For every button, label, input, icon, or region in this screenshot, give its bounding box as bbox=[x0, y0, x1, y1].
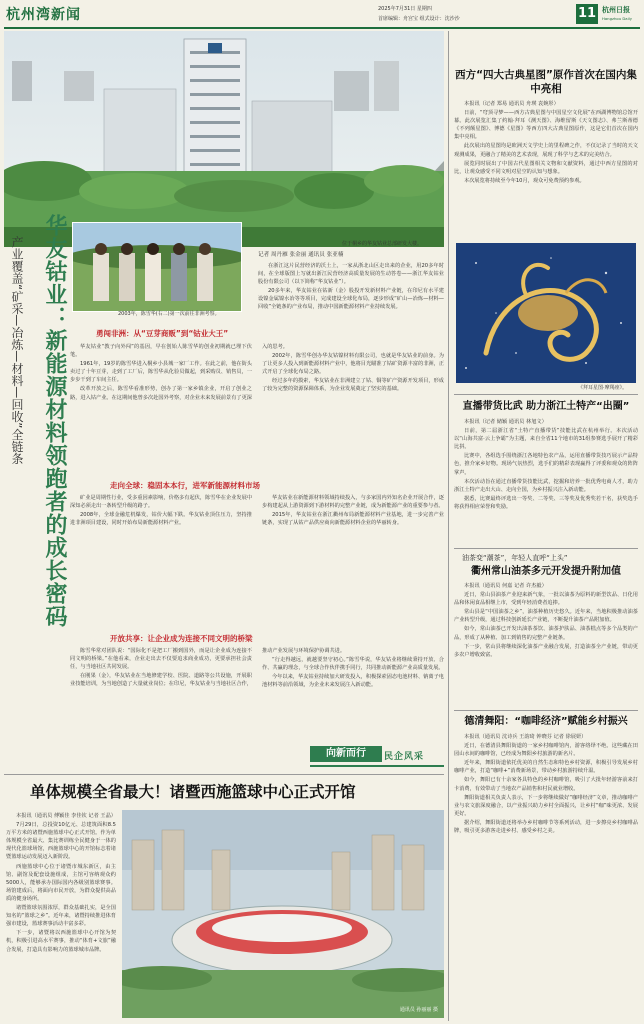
column-badge bbox=[310, 746, 444, 772]
section-1-p4: 2002年，陈雪华创办华友钴镍材料有限公司，也就是华友钴业的前身。为了让更多人投入到新能源材料产业中，他将目光瞄准了钴矿资源丰富的非洲，正式开启了全球化布局之路。 bbox=[262, 353, 444, 376]
badge-underline bbox=[310, 765, 444, 767]
divider-livestream bbox=[454, 394, 638, 395]
livestream-p4: 据悉，比赛最终评选出一等奖、二等奖、三等奖及优秀奖若干名，获奖选手将获得相应荣誉和奖励。 bbox=[454, 495, 638, 510]
badge-line2: 民企风采 bbox=[384, 752, 425, 762]
page-number bbox=[576, 4, 598, 24]
basketball-photo bbox=[122, 810, 444, 1018]
quzhou-p2: 常山县是“中国油茶之乡”，油茶种植历史悠久。近年来，当地积极推动油茶产业转型升级，通过科技创新延长产业链，不断提升油茶产品附加值。 bbox=[454, 609, 638, 624]
star-map-caption: 《拜耳星图·摩羯座》。 bbox=[578, 385, 628, 391]
section-1-p1: 华友钴业“教子向外闯”的基因，早在创始人陈雪华的创业初期就已埋下伏笔。 bbox=[70, 344, 252, 359]
main-deck: 产业覆盖“矿采—冶炼—材料—回收”全链条 bbox=[10, 236, 24, 465]
section-2-p4: 2015年，华友钴业在浙江衢州布局新能源材料产业基地，进一步完善产业链条，实现了从钴产品供应商向新能源材料企业的华丽转身。 bbox=[262, 512, 444, 527]
xihu-p4: 本次展览将持续至今年10月，观众可免费预约参观。 bbox=[464, 177, 585, 184]
star-map-photo bbox=[456, 243, 636, 383]
section-3-p3: “行走得越远，就越要坚守初心。”陈雪华说，华友钴业将继续秉持开放、合作、共赢的理念，与全球合作伙伴携手同行，共同推动新能源产业高质量发展。 bbox=[262, 657, 444, 672]
deqing-p3: 如今，舞阳已有十余家各具特色的乡村咖啡馆，吸引了大批年轻游客前来打卡消费，有效带动了当地农产品销售和村民就业增收。 bbox=[454, 777, 638, 792]
masthead-date: 2025年7月31日 星期四 bbox=[378, 6, 432, 12]
paper-sub: Hangzhou Daily bbox=[602, 16, 632, 21]
africa-visit-photo-illustration bbox=[73, 223, 241, 311]
section-1-p3: 改革开放之后，陈雪华看准形势，创办了第一家乡镇企业，开启了创业之路，进入钴产业。在这期间他曾多次赴国外考察，对企业未来发展前景有了更深入的思考。 bbox=[70, 344, 288, 401]
section-3-p4: 今年以来，华友钴业持续加大研发投入，积极探索固态电池材料、钠离子电池材料等前沿领域，为企业未来发展注入新动能。 bbox=[262, 674, 444, 689]
main-photo-caption: 位于桐乡的华友钴业总部研发大楼。 bbox=[342, 241, 423, 247]
section-2-p1: 矿业是周期性行业，受多重因素影响，价格多有起伏，陈雪华在企业发展中深知必须走出一条转型升级的路子。 bbox=[70, 495, 252, 510]
basketball-headline: 单体规模全省最大！诸暨西施篮球中心正式开馆 bbox=[30, 783, 356, 801]
section-2-title: 走向全球：稳固本本行，进军新能源材料市场 bbox=[110, 481, 260, 490]
badge-line1 bbox=[310, 746, 382, 762]
main-lead-p2: 20多年来，华友钴业在钴新（金）股投开发新材料产业链，在印尼有水平建设镍金属镍水冶等等项目，完成建设全球化布局，逐步形成“矿山—冶炼—材料—回收”全链条的产业布局，推动中国新能源材料产业持续发展。 bbox=[258, 288, 444, 311]
quzhou-body bbox=[454, 582, 638, 708]
capricorn-star-map-illustration bbox=[456, 243, 636, 383]
quzhou-kicker: 油茶变“潮茶”，年轻人直呼“上头” bbox=[462, 554, 568, 562]
section-1-p2: 1961年，19岁的陈雪华进入桐乡小县城一家厂工作。在此之前，他在街头卖过了十年豆芽，走到了工厂后，陈雪华从化验员做起，到采购员、销售员，一步步干到了车间主任。 bbox=[70, 361, 252, 384]
basketball-p1: 7月29日，总投资10亿元、总建筑面积8.5万平方米的诸暨西施篮球中心正式开馆。作为单体规模全省最大、集比赛训练全民健身于一体的现代化篮球场馆，西施篮球中心的开馆标志着诸暨篮球运动发展迈入新阶段。 bbox=[6, 822, 116, 861]
livestream-p1: 日前，第二届浙江省“土特产直播带货”技能比武在杭州举行。本次活动以“山海共富·云上争霸”为主题，来自全省11个地市的31组参赛选手展开了精彩比拼。 bbox=[454, 428, 638, 451]
badge-line1-text: 向新而行 bbox=[326, 748, 366, 759]
paper-name: 杭州日报 bbox=[602, 5, 630, 14]
quzhou-headline: 衢州常山油茶多元开发提升附加值 bbox=[471, 566, 621, 577]
deqing-byline: 本报讯（通讯员 沈诗兵 王韵琦 钟晓芬 记者 徐展妍） bbox=[464, 734, 587, 740]
divider-basketball bbox=[4, 774, 444, 775]
livestream-p3: 本次活动旨在通过直播带货技能比武，挖掘和培养一批优秀电商人才，助力浙江土特产走出大山、走向全国，为乡村振兴注入新动能。 bbox=[454, 478, 638, 493]
divider-deqing bbox=[454, 710, 638, 711]
livestream-body bbox=[454, 418, 638, 546]
main-headline: 华友钴业：新能源材料领跑者的成长密码 bbox=[42, 214, 67, 628]
inset-photo-caption: 2003年，陈雪华(右二)第一次前往非洲考察。 bbox=[118, 311, 220, 317]
section-1-title: 勇闯非洲：从“豆芽商贩”到“钴业大王” bbox=[96, 329, 229, 338]
deqing-p1: 近日，在德清县舞阳街道的一家乡村咖啡馆内，游客络绎不绝。这些藏在田园山水间的咖啡馆，已经成为舞阳乡村旅游的新名片。 bbox=[454, 743, 638, 758]
basketball-arena-illustration bbox=[122, 810, 444, 1018]
xihu-p1: 日前，“穹顶寻梦——西方古典星图与中国星空文化展”在西湖博物馆总馆开幕。此次展览汇集了约翰·拜耳《测天图》、海维留斯《天文图志》、弗兰斯蒂德《不列颠星图》、博德《星图》等西方四大古典星图原作，这是它们首次在国内集中亮相。 bbox=[454, 110, 638, 141]
deqing-p5: 据介绍，舞阳街道还将举办乡村咖啡节等系列活动，进一步擦亮乡村咖啡品牌，吸引更多游客走进乡村、感受乡村之美。 bbox=[454, 819, 638, 835]
quzhou-p4: 下一步，常山县将继续深化油茶产业融合发展，打造油茶全产业链，带动更多农户增收致富。 bbox=[454, 643, 638, 658]
main-byline: 记者 周丹雁 张金丽 通讯员 张亚楠 bbox=[258, 252, 344, 258]
deqing-p4: 舞阳街道相关负责人表示，下一步将继续做好“咖啡经济”文章，推动咖啡产业与农文旅深度融合，以产业振兴助力乡村全面振兴，让乡村“咖”味更浓、发展更好。 bbox=[454, 794, 638, 817]
basketball-p4: 下一步，诸暨将以西施篮球中心开馆为契机，积极引进高水平赛事，推动“体育+文旅”融合发展，打造具有影响力的篮球城市品牌。 bbox=[6, 930, 116, 953]
basketball-byline: 本报讯（通讯员 傅颖佳 李佳钦 记者 王晶） bbox=[16, 813, 116, 819]
xihu-byline: 本报讯（记者 郑易 通讯员 舟瑛 袁婉彤） bbox=[464, 101, 559, 107]
xihu-p3: 展览同时展出了中国古代星图相关文物和文献资料，通过中西方星图的对比，让观众感受不同文明对星空的认知与想象。 bbox=[454, 160, 638, 175]
masthead bbox=[0, 0, 644, 30]
section-3-body bbox=[70, 647, 444, 743]
divider-quzhou bbox=[454, 548, 638, 549]
column-divider bbox=[448, 31, 449, 1021]
main-lead-p1: 在浙江这片民营经济的沃土上，一家从浙北山区走出来的企业，用20多年时间，在全球版图上写就出浙江民营经济高质量发展的生动答卷——浙江华友钴业股份有限公司（以下简称“华友钴业”）。 bbox=[258, 263, 444, 286]
quzhou-p3: 如今，常山油茶已开发出油茶茶饮、油茶护肤品、油茶糕点等多个品类的产品，形成了从种植、加工到销售的完整产业链条。 bbox=[454, 626, 638, 641]
basketball-body bbox=[6, 812, 116, 1020]
page-number-text: 11 bbox=[577, 6, 597, 21]
section-2-p2: 2008年，全球金融危机爆发，钴价大幅下跌。华友钴业顶住压力，坚持推进非洲项目建设，同时开始布局新能源材料产业。 bbox=[70, 512, 252, 527]
section-2-body bbox=[70, 494, 444, 632]
section-1-body bbox=[70, 343, 444, 480]
xihu-headline: 西方“四大古典星图”原作首次在国内集中亮相 bbox=[455, 69, 637, 95]
building-photo-illustration bbox=[4, 31, 444, 247]
basketball-p2: 西施篮球中心位于诸暨市城东新区，由主馆、副馆及配套设施组成，主馆可容纳观众约5000人，能够承办国际国内各级别篮球赛事。场馆建成后，将面向市民开放，为群众提供高品质的健身场所。 bbox=[6, 863, 116, 902]
section-1-p5: 经过多年的摸索，华友钴业在非洲建立了钴、铜等矿产资源开发项目，形成了较为完整的资源保障体系，为企业发展奠定了坚实的基础。 bbox=[262, 378, 444, 393]
inset-photo-africa bbox=[72, 222, 242, 312]
main-lead bbox=[258, 262, 444, 328]
basketball-p3: 诸暨篮球氛围浓厚，群众基础扎实，是全国知名的“篮球之乡”。近年来，诸暨持续推进体育强市建设，篮球赛事活动丰富多彩。 bbox=[6, 905, 116, 928]
livestream-headline: 直播带货比武 助力浙江土特产“出圈” bbox=[462, 401, 630, 412]
masthead-rule bbox=[4, 27, 640, 29]
deqing-p2: 近年来，舞阳街道依托优美的自然生态和特色乡村资源，积极引导发展乡村咖啡产业，打造“咖啡+”消费新场景，带动乡村旅游持续升温。 bbox=[454, 760, 638, 775]
masthead-title: 杭州湾新闻 bbox=[6, 7, 81, 23]
xihu-p2: 此次展出的星图均是欧洲天文学史上的里程碑之作，不仅记录了当时的天文观测成果，更融合了精美的艺术表现，展现了科学与艺术的完美结合。 bbox=[454, 143, 638, 158]
quzhou-byline: 本报讯（通讯员 何嘉 记者 许杰毅） bbox=[464, 583, 547, 589]
main-photo-building bbox=[4, 31, 444, 247]
basketball-photo-credit: 通讯员 孙丽丽 摄 bbox=[399, 1007, 438, 1013]
xihu-body bbox=[454, 100, 638, 242]
livestream-p2: 比赛中，各组选手围绕浙江各地特色农产品，运用直播带货技巧展示产品特色，推介家乡好物。现场气氛热烈，选手们的精彩表现赢得了评委和观众的阵阵掌声。 bbox=[454, 453, 638, 476]
section-3-title: 开放共享：让企业成为连接不同文明的桥梁 bbox=[110, 634, 253, 643]
section-3-p1: 陈雪华常对团队说：“国际化不是把工厂搬到国外，而是让企业成为连接不同文明的桥梁。”在他看来，企业走出去不仅要追求商业成功，更要承担社会责任，与当地社区共同发展。 bbox=[70, 648, 252, 671]
deqing-body bbox=[454, 733, 638, 1019]
quzhou-p1: 近日，常山县油茶产业迎来新气象，一批以油茶为原料的新型饮品、日化用品和休闲食品相继上市，受到年轻消费者追捧。 bbox=[454, 592, 638, 607]
deqing-headline: 德清舞阳：“咖啡经济”赋能乡村振兴 bbox=[464, 716, 628, 727]
livestream-byline: 本报讯（记者 储颖 通讯员 林旭文） bbox=[464, 419, 547, 425]
masthead-editor: 首席编辑：舟宫宝 组式设计：沈沙沙 bbox=[378, 16, 460, 22]
section-3-p2: 在刚果（金），华友钴业在当地修建学校、医院、道路等公共设施，开展职业技能培训，为当地创造了大量就业岗位；在印尼，华友钴业与当地社区合作，推动产业发展与环境保护协调共进。 bbox=[70, 648, 346, 688]
section-2-p3: 华友钴业在新能源材料领域持续投入，与多家国内外知名企业开展合作，逐步构建起从上游资源到下游材料的完整产业链，成为新能源产业的重要参与者。 bbox=[262, 495, 444, 510]
